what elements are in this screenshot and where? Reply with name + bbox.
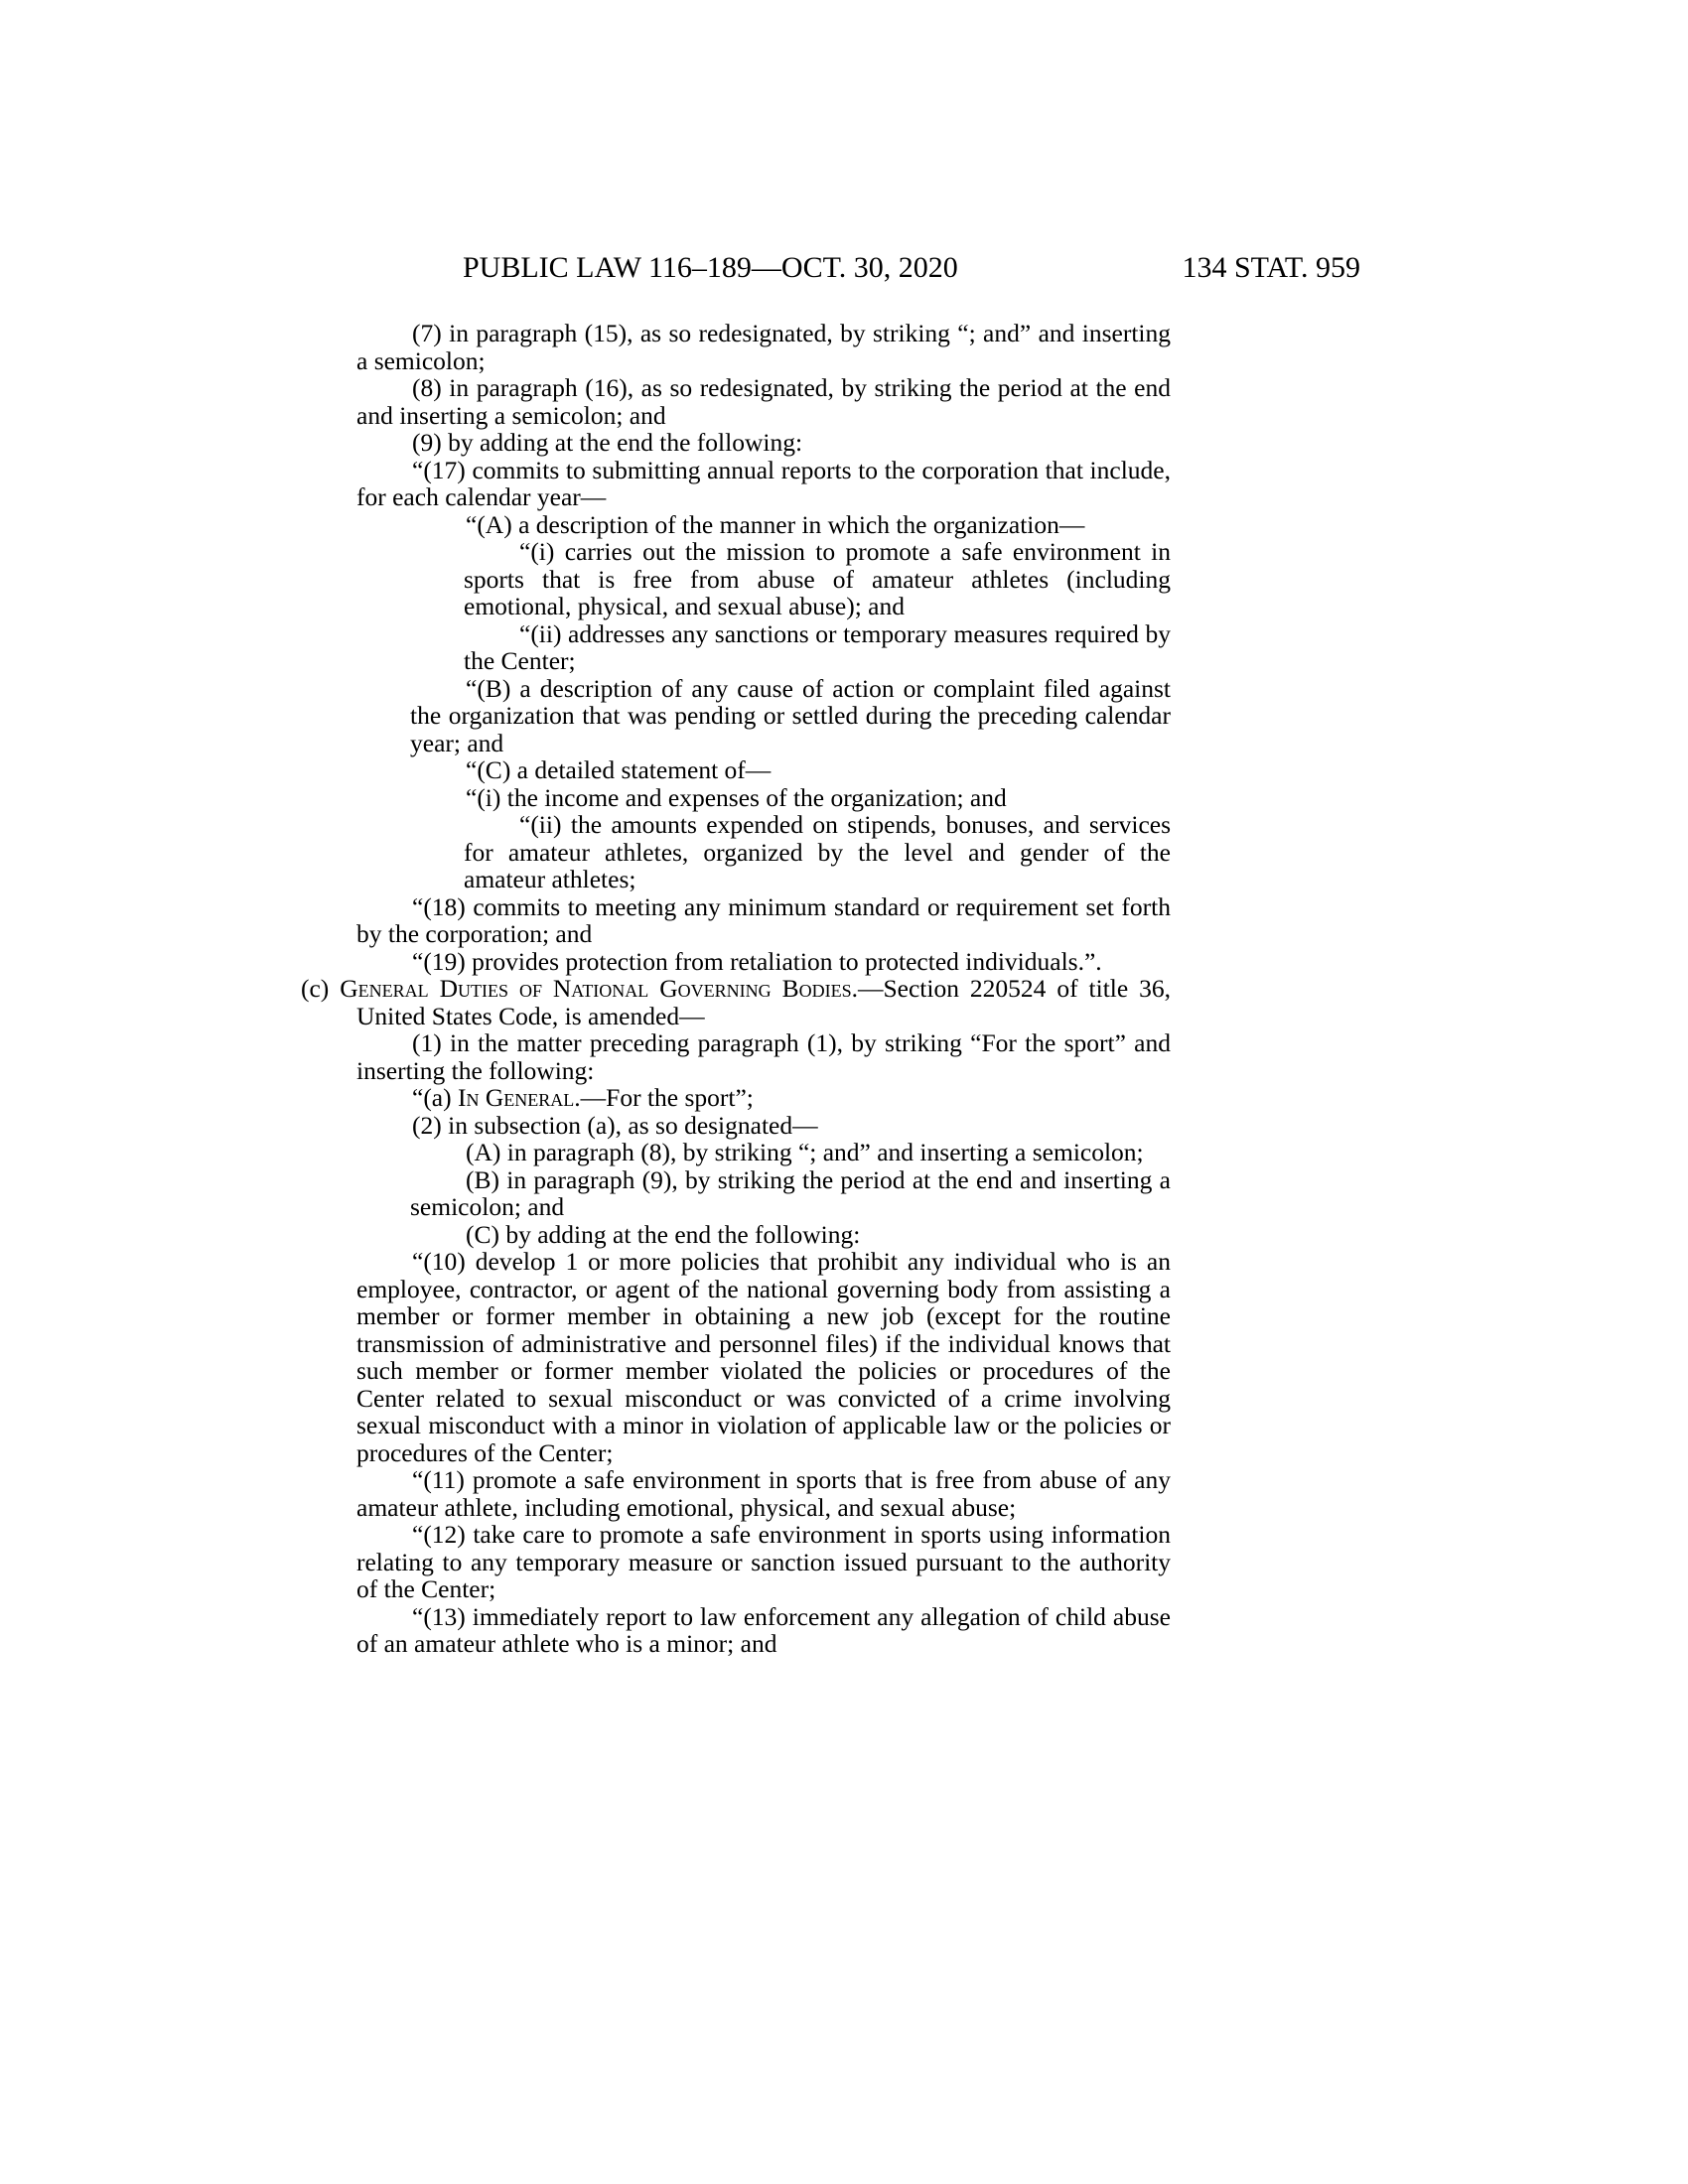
quoted-paragraph-12: “(12) take care to promote a safe environment in sports using information relating to any temporary measure or sanction issued pursuant to the authority of the Center;	[356, 1520, 1171, 1603]
statute-citation: 134 STAT. 959	[1182, 251, 1360, 284]
paragraph-9: (9) by adding at the end the following:	[412, 428, 803, 457]
quoted-paragraph-19: “(19) provides protection from retaliation to protected individuals.”.	[412, 946, 1102, 976]
quoted-subsection-a-text: —For the sport”;	[580, 1083, 754, 1112]
quoted-clause-17-a-i: “(i) carries out the mission to promote a safe environment in sports that is free from abuse of amateur athletes (including emotional, physical, and sexual abuse); and	[464, 537, 1171, 620]
subsection-c	[301, 974, 1171, 1030]
paragraph-7: (7) in paragraph (15), as so redesignated, by striking “; and” and inserting a semicolon;	[356, 319, 1171, 375]
quoted-subsection-a-open: “(a)	[412, 1083, 458, 1112]
quoted-paragraph-17: “(17) commits to submitting annual reports to the corporation that include, for each calendar year—	[356, 455, 1171, 511]
running-head: PUBLIC LAW 116–189—OCT. 30, 2020	[463, 251, 958, 284]
quoted-subsection-a-heading: In General.	[458, 1083, 581, 1112]
subsection-c-text: —Section 220524 of title 36, United States Code, is amended—	[356, 974, 1171, 1030]
document-body	[301, 319, 1171, 1658]
quoted-clause-17-a-ii: “(ii) addresses any sanctions or temporary measures required by the Center;	[464, 618, 1171, 675]
quoted-paragraph-13: “(13) immediately report to law enforcement any allegation of child abuse of an amateur athlete who is a minor; and	[356, 1601, 1171, 1658]
quoted-clause-17-c-ii: “(ii) the amounts expended on stipends, bonuses, and services for amateur athletes, organized by the level and gender of the amateur athletes;	[464, 810, 1171, 893]
subsection-c-heading: General Duties of National Governing Bodies.	[340, 974, 858, 1003]
paragraph-c-2: (2) in subsection (a), as so designated—	[412, 1110, 818, 1140]
paragraph-8: (8) in paragraph (16), as so redesignated, by striking the period at the end and inserting a semicolon; and	[356, 373, 1171, 430]
page-header	[0, 248, 1688, 288]
quoted-paragraph-11: “(11) promote a safe environment in sports that is free from abuse of any amateur athlete, including emotional, physical, and sexual abuse;	[356, 1465, 1171, 1522]
subparagraph-c-2-a: (A) in paragraph (8), by striking “; and” and inserting a semicolon;	[466, 1138, 1144, 1166]
quoted-subparagraph-17-c: “(C) a detailed statement of—	[466, 755, 772, 784]
quoted-subparagraph-17-a: “(A) a description of the manner in which the organization—	[466, 509, 1085, 539]
quoted-paragraph-10: “(10) develop 1 or more policies that prohibit any individual who is an employee, contractor, or agent of the national governing body from assisting a member or former member in obtaining a new job (except for the routine transmission of administrative and personnel files) if the individual knows that such member or former member violated the policies or procedures of the Center related to sexual misconduct or was convicted of a crime involving sexual misconduct with a minor in violation of applicable law or the policies or procedures of the Center;	[356, 1247, 1171, 1467]
quoted-paragraph-18: “(18) commits to meeting any minimum standard or requirement set forth by the corporation; and	[356, 891, 1171, 948]
paragraph-c-1: (1) in the matter preceding paragraph (1), by striking “For the sport” and inserting the following:	[356, 1028, 1171, 1085]
quoted-subsection-a	[356, 1084, 1171, 1112]
quoted-subparagraph-17-b: “(B) a description of any cause of action or complaint filed against the organization that was pending or settled during the preceding calendar year; and	[410, 673, 1171, 757]
subparagraph-c-2-c: (C) by adding at the end the following:	[466, 1219, 861, 1249]
quoted-clause-17-c-i: “(i) the income and expenses of the organization; and	[466, 782, 1007, 812]
subparagraph-c-2-b: (B) in paragraph (9), by striking the period at the end and inserting a semicolon; and	[410, 1164, 1171, 1221]
subsection-c-label: (c)	[301, 974, 341, 1003]
